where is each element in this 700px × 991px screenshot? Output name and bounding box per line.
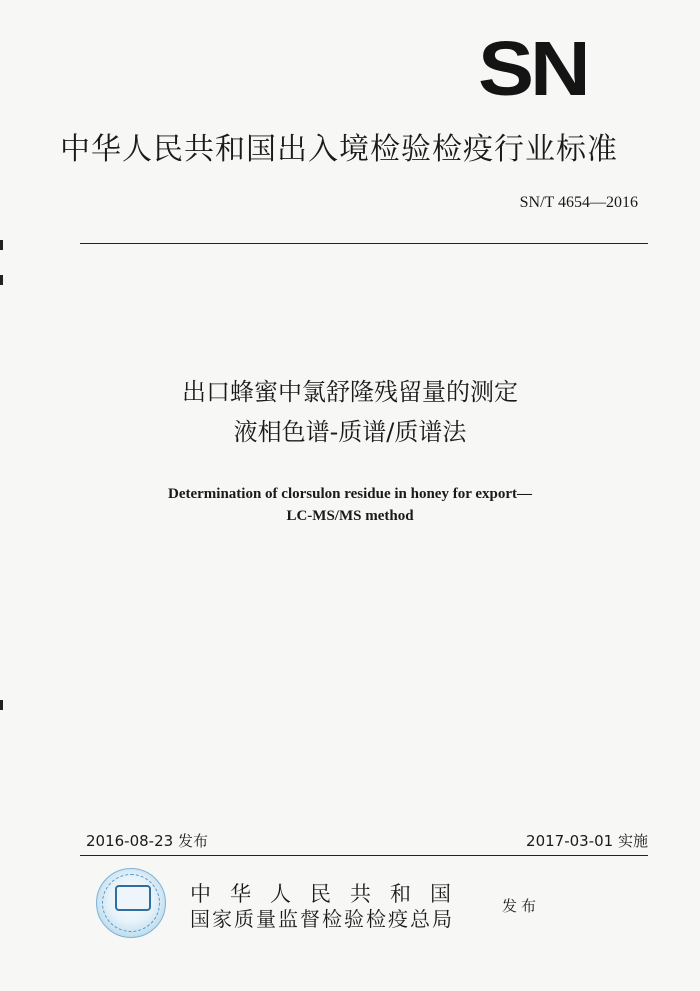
scan-mark <box>0 240 3 250</box>
anti-counterfeit-seal-icon <box>96 868 166 938</box>
issuer-line-1: 中华人民共和国 <box>190 882 470 906</box>
issuer-line-2: 国家质量监督检验检疫总局 <box>190 907 454 931</box>
sn-logo: SN <box>478 24 587 112</box>
chinese-title <box>0 372 700 452</box>
seal-emblem <box>115 885 151 911</box>
standard-number: SN/T 4654—2016 <box>519 194 638 211</box>
chinese-title-line-2: 液相色谱-质谱/质谱法 <box>233 418 467 446</box>
date-row <box>86 830 648 851</box>
scan-mark <box>0 275 3 285</box>
top-divider <box>80 243 648 244</box>
english-title-line-1: Determination of clorsulon residue in honey for export— <box>167 486 532 502</box>
scan-mark <box>0 700 3 710</box>
english-title <box>0 483 700 527</box>
bottom-divider <box>80 855 648 856</box>
implementation-date: 2017-03-01 实施 <box>526 832 648 850</box>
standard-category-title: 中华人民共和国出入境检验检疫行业标准 <box>60 132 618 167</box>
english-title-line-2: LC-MS/MS method <box>286 508 414 524</box>
chinese-title-line-1: 出口蜂蜜中氯舒隆残留量的测定 <box>182 378 518 406</box>
issue-label: 发布 <box>502 897 541 915</box>
issuing-authority <box>190 882 470 932</box>
issue-date: 2016-08-23 发布 <box>86 832 208 850</box>
